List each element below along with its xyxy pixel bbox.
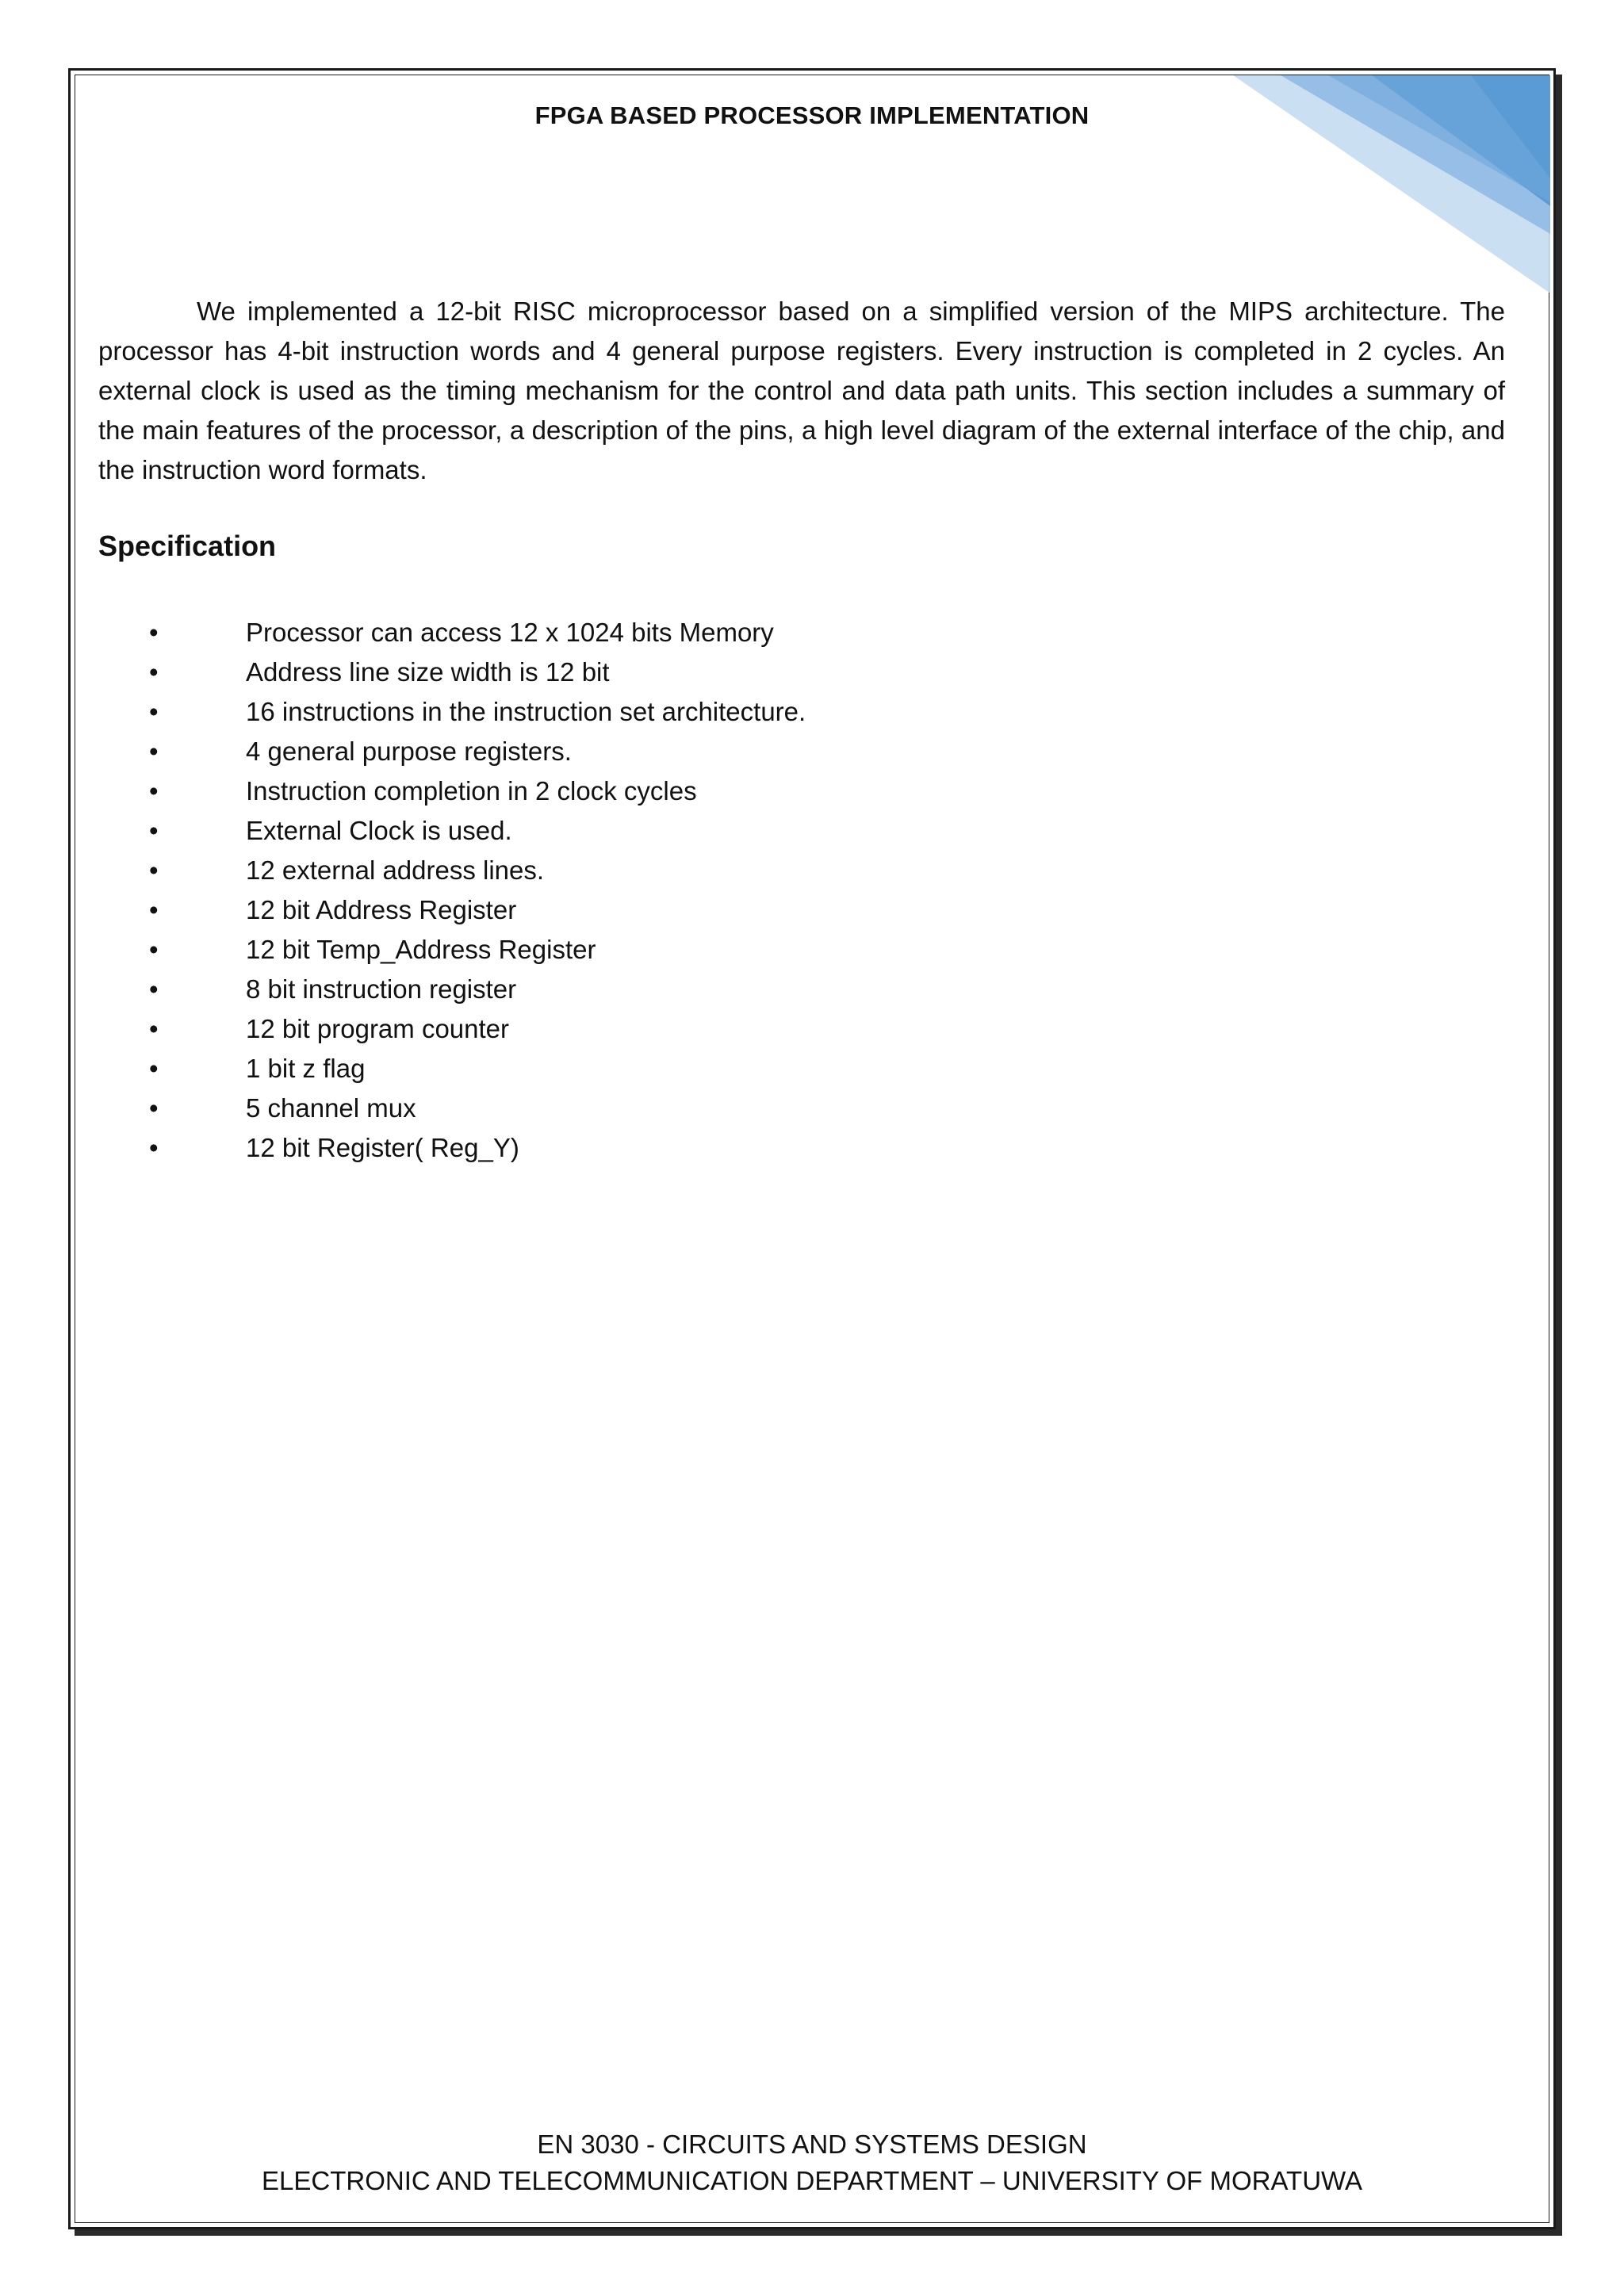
intro-paragraph: We implemented a 12-bit RISC microprocessor based on a simplified version of the MIPS architecture. The processor has 4-bit instruction words and 4 general purpose registers. Every instruction is completed in 2 cycles. An external clock is used as the timing mechanism for the control and data path units. This section includes a summary of the main features of the processor, a description of the pins, a high level diagram of the external interface of the chip, and the instruction word formats. xyxy=(98,297,1505,484)
footer-department: ELECTRONIC AND TELECOMMUNICATION DEPARTMENT – UNIVERSITY OF MORATUWA xyxy=(262,2166,1362,2195)
list-item-text: Processor can access 12 x 1024 bits Memory xyxy=(246,618,774,647)
list-item-text: 12 bit Address Register xyxy=(246,895,517,924)
bullet-icon: • xyxy=(149,1133,159,1162)
specification-heading: Specification xyxy=(98,530,277,562)
bullet-icon: • xyxy=(149,1093,159,1123)
list-item-text: Address line size width is 12 bit xyxy=(246,657,610,687)
list-item-text: External Clock is used. xyxy=(246,816,512,845)
bullet-icon: • xyxy=(149,895,159,924)
bullet-icon: • xyxy=(149,1014,159,1043)
bullet-icon: • xyxy=(149,776,159,806)
list-item-text: Instruction completion in 2 clock cycles xyxy=(246,776,697,806)
bullet-icon: • xyxy=(149,935,159,964)
bullet-icon: • xyxy=(149,974,159,1004)
list-item-text: 5 channel mux xyxy=(246,1093,416,1123)
list-item-text: 12 bit program counter xyxy=(246,1014,510,1043)
list-item-text: 16 instructions in the instruction set architecture. xyxy=(246,697,806,726)
bullet-icon: • xyxy=(149,737,159,766)
list-item-text: 12 bit Register( Reg_Y) xyxy=(246,1133,519,1162)
bullet-icon: • xyxy=(149,697,159,726)
list-item-text: 12 bit Temp_Address Register xyxy=(246,935,596,964)
bullet-icon: • xyxy=(149,1054,159,1083)
list-item-text: 4 general purpose registers. xyxy=(246,737,572,766)
page-header-title: FPGA BASED PROCESSOR IMPLEMENTATION xyxy=(534,101,1090,129)
bullet-icon: • xyxy=(149,816,159,845)
bullet-icon: • xyxy=(149,657,159,687)
list-item-text: 12 external address lines. xyxy=(246,855,545,885)
list-item-text: 8 bit instruction register xyxy=(246,974,517,1004)
list-item-text: 1 bit z flag xyxy=(246,1054,366,1083)
bullet-icon: • xyxy=(149,618,159,647)
bullet-icon: • xyxy=(149,855,159,885)
footer-course-title: EN 3030 - CIRCUITS AND SYSTEMS DESIGN xyxy=(537,2130,1087,2159)
